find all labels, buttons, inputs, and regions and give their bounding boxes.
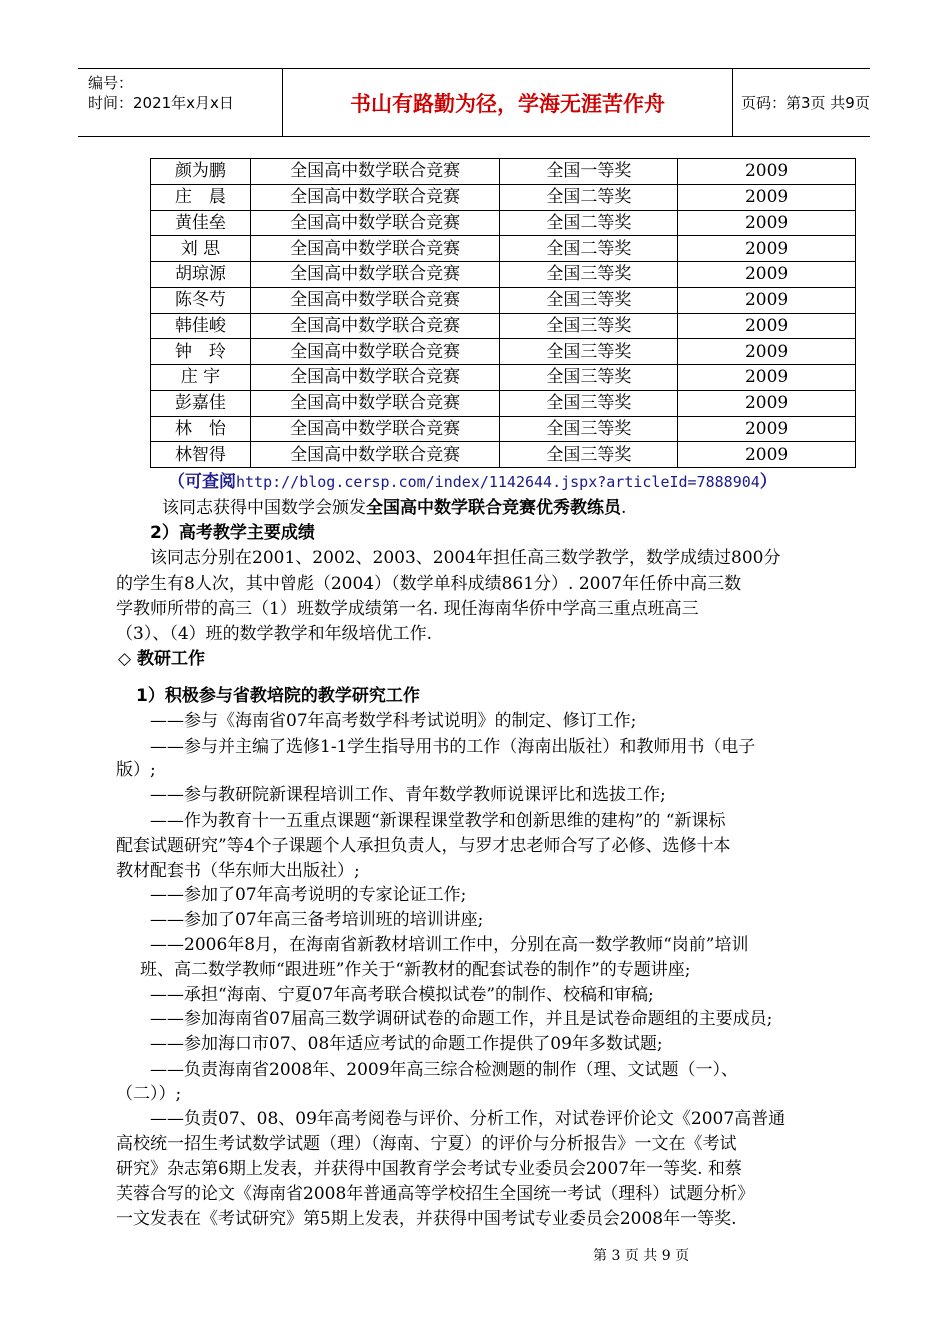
source-prefix: （可查阅 (168, 472, 236, 492)
table-row (151, 184, 856, 210)
award-level-cell: 全国三等奖 (500, 339, 678, 365)
source-line (168, 469, 777, 495)
research-line: 芙蓉合写的论文《海南省2008年普通高等学校招生全国统一考试（理科）试题分析》 (116, 1184, 755, 1204)
research-line: ——负责海南省2008年、2009年高三综合检测题的制作（理、文试题（一）、 (150, 1060, 739, 1080)
award-competition-cell: 全国高中数学联合竞赛 (250, 184, 500, 210)
honor-end: . (621, 498, 627, 518)
table-row (151, 416, 856, 442)
award-level-cell: 全国二等奖 (500, 184, 678, 210)
award-competition-cell: 全国高中数学联合竞赛 (250, 287, 500, 313)
table-row (151, 313, 856, 339)
research-line: 高校统一招生考试数学试题（理）（海南、宁夏）的评价与分析报告》一文在《考试 (116, 1134, 737, 1154)
award-competition-cell: 全国高中数学联合竞赛 (250, 416, 500, 442)
award-name-cell: 胡琼源 (151, 262, 251, 288)
table-row (151, 365, 856, 391)
award-level-cell: 全国三等奖 (500, 365, 678, 391)
source-suffix: ） (759, 472, 777, 492)
research-line: ——参与教研院新课程培训工作、青年数学教师说课评比和选拔工作; (150, 785, 666, 805)
award-competition-cell: 全国高中数学联合竞赛 (250, 313, 500, 339)
research-line: ——参与并主编了选修1-1学生指导用书的工作（海南出版社）和教师用书（电子 (150, 737, 756, 757)
awards-table-body (151, 159, 856, 468)
award-competition-cell: 全国高中数学联合竞赛 (250, 339, 500, 365)
award-level-cell: 全国三等奖 (500, 262, 678, 288)
award-level-cell: 全国一等奖 (500, 159, 678, 185)
research-line: ——参加海口市07、08年适应考试的命题工作提供了09年多数试题; (150, 1034, 663, 1054)
award-level-cell: 全国三等奖 (500, 287, 678, 313)
table-row (151, 159, 856, 185)
award-level-cell: 全国三等奖 (500, 416, 678, 442)
award-year-cell: 2009 (678, 313, 856, 339)
gaokao-line: 学教师所带的高三（1）班数学成绩第一名. 现任海南华侨中学高三重点班高三 (116, 599, 699, 619)
research-line: ——参与《海南省07年高考数学科考试说明》的制定、修订工作; (150, 711, 637, 731)
award-year-cell: 2009 (678, 365, 856, 391)
table-row (151, 339, 856, 365)
award-name-cell: 林 怡 (151, 416, 251, 442)
award-year-cell: 2009 (678, 442, 856, 468)
award-name-cell: 刘 思 (151, 236, 251, 262)
award-year-cell: 2009 (678, 416, 856, 442)
award-competition-cell: 全国高中数学联合竞赛 (250, 236, 500, 262)
award-year-cell: 2009 (678, 236, 856, 262)
research-line: ——负责07、08、09年高考阅卷与评价、分析工作，对试卷评价论文《2007高普通 (150, 1109, 786, 1129)
award-year-cell: 2009 (678, 390, 856, 416)
header-meta (78, 69, 282, 136)
header-motto: 书山有路勤为径，学海无涯苦作舟 (282, 69, 733, 136)
award-level-cell: 全国二等奖 (500, 236, 678, 262)
award-year-cell: 2009 (678, 184, 856, 210)
research-line: 班、高二数学教师“跟进班”作关于“新教材的配套试卷的制作”的专题讲座; (140, 960, 691, 980)
research-line: 配套试题研究”等4个子课题个人承担负责人，与罗才忠老师合写了必修、选修十本 (116, 836, 731, 856)
award-competition-cell: 全国高中数学联合竞赛 (250, 390, 500, 416)
award-name-cell: 林智得 (151, 442, 251, 468)
research-line: 研究》杂志第6期上发表，并获得中国教育学会考试专业委员会2007年一等奖. 和蔡 (116, 1159, 742, 1179)
time-label: 时间：2021年x月x日 (88, 94, 234, 112)
research-line: 版）; (116, 760, 156, 780)
award-name-cell: 黄佳垒 (151, 210, 251, 236)
award-name-cell: 彭嘉佳 (151, 390, 251, 416)
honor-line (162, 495, 626, 521)
awards-table (150, 158, 856, 468)
research-line: ——参加了07年高三备考培训班的培训讲座; (150, 910, 484, 930)
table-row (151, 442, 856, 468)
award-competition-cell: 全国高中数学联合竞赛 (250, 262, 500, 288)
award-competition-cell: 全国高中数学联合竞赛 (250, 159, 500, 185)
table-row (151, 390, 856, 416)
number-label: 编号： (88, 74, 134, 92)
award-competition-cell: 全国高中数学联合竞赛 (250, 365, 500, 391)
award-year-cell: 2009 (678, 159, 856, 185)
award-name-cell: 钟 玲 (151, 339, 251, 365)
award-name-cell: 韩佳峻 (151, 313, 251, 339)
research-line: ——参加海南省07届高三数学调研试卷的命题工作，并且是试卷命题组的主要成员; (150, 1009, 773, 1029)
header-page-label: 页码：第3页 共9页 (741, 94, 870, 112)
research-section-title: ◇ 教研工作 (118, 649, 205, 669)
research-line: ——承担“海南、宁夏07年高考联合模拟试卷”的制作、校稿和审稿; (150, 985, 654, 1005)
award-year-cell: 2009 (678, 287, 856, 313)
award-level-cell: 全国三等奖 (500, 390, 678, 416)
award-level-cell: 全国三等奖 (500, 442, 678, 468)
research-line: ——参加了07年高考说明的专家论证工作; (150, 885, 467, 905)
page-header (78, 68, 870, 137)
award-name-cell: 陈冬芍 (151, 287, 251, 313)
honor-lead: 该同志获得中国数学会颁发 (162, 498, 366, 518)
research-line: （二））; (116, 1084, 182, 1104)
honor-title: 全国高中数学联合竞赛优秀教练员 (366, 498, 621, 518)
award-competition-cell: 全国高中数学联合竞赛 (250, 442, 500, 468)
research-heading: 1）积极参与省教培院的教学研究工作 (136, 686, 420, 706)
research-line: 教材配套书（华东师大出版社）; (116, 861, 360, 881)
award-year-cell: 2009 (678, 339, 856, 365)
gaokao-heading: 2）高考教学主要成绩 (150, 523, 315, 543)
gaokao-line: （3）、（4）班的数学教学和年级培优工作. (116, 624, 433, 644)
award-level-cell: 全国二等奖 (500, 210, 678, 236)
award-level-cell: 全国三等奖 (500, 313, 678, 339)
award-competition-cell: 全国高中数学联合竞赛 (250, 210, 500, 236)
table-row (151, 210, 856, 236)
gaokao-line: 该同志分别在2001、2002、2003、2004年担任高三数学教学，数学成绩过800分 (150, 548, 781, 568)
award-year-cell: 2009 (678, 210, 856, 236)
award-name-cell: 庄 宇 (151, 365, 251, 391)
award-name-cell: 颜为鹏 (151, 159, 251, 185)
research-line: 一文发表在《考试研究》第5期上发表，并获得中国考试专业委员会2008年一等奖. (116, 1209, 737, 1229)
gaokao-line: 的学生有8人次，其中曾彪（2004）（数学单科成绩861分）. 2007年任侨中高三数 (116, 574, 742, 594)
research-line: ——作为教育十一五重点课题“新课程课堂教学和创新思维的建构”的 “新课标 (150, 811, 726, 831)
page-footer: 第 3 页 共 9 页 (593, 1248, 690, 1264)
research-line: ——2006年8月，在海南省新教材培训工作中，分别在高一数学教师“岗前”培训 (150, 935, 749, 955)
table-row (151, 287, 856, 313)
award-name-cell: 庄 晨 (151, 184, 251, 210)
source-link[interactable]: http://blog.cersp.com/index/1142644.jspx?articleId=7888904 (236, 473, 760, 491)
award-year-cell: 2009 (678, 262, 856, 288)
table-row (151, 262, 856, 288)
table-row (151, 236, 856, 262)
